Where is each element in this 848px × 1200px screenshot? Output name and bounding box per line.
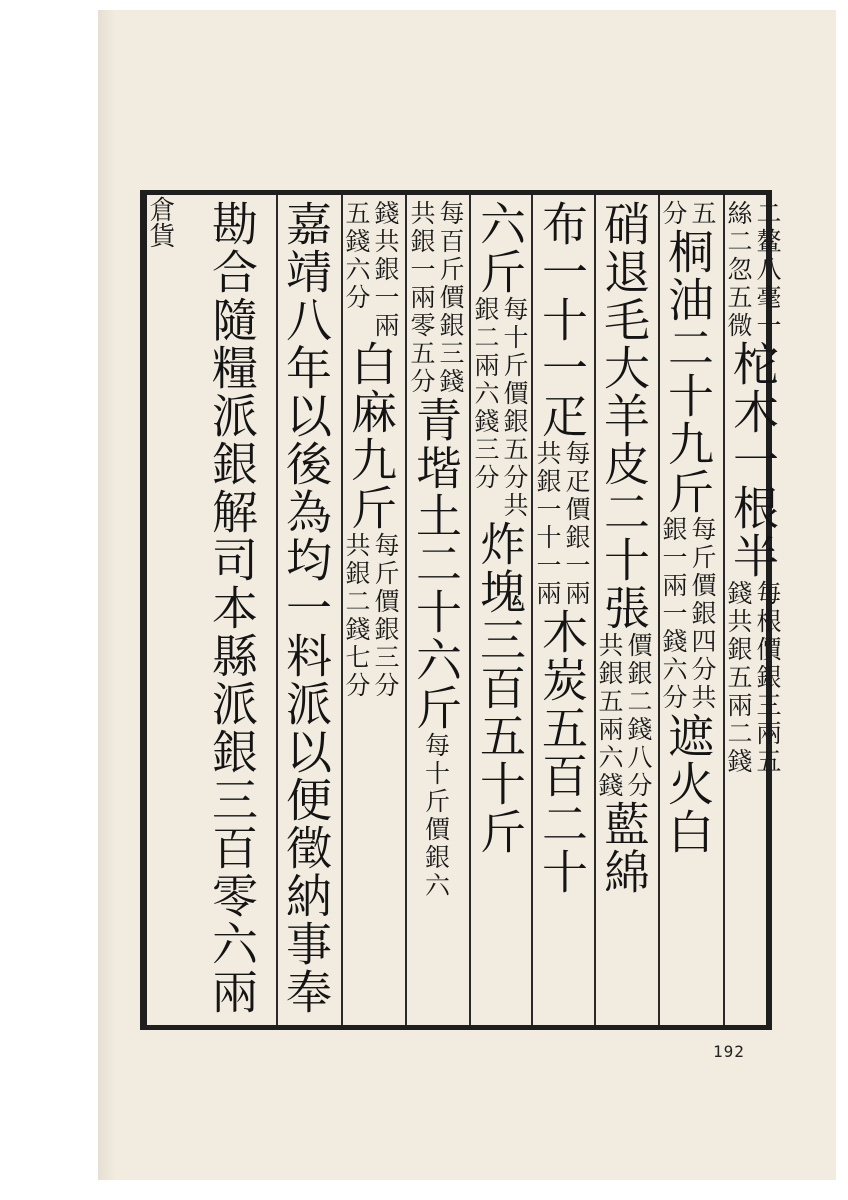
annotation-text: 共銀五兩六錢	[595, 632, 624, 800]
annotation-text: 每十斤價銀六	[421, 732, 451, 900]
annotation-pair	[342, 200, 400, 340]
annotation-text: 每疋價銀一兩	[562, 440, 591, 608]
annotation-pair	[422, 732, 451, 900]
text-column	[471, 200, 529, 1025]
main-text: 柁木一根半	[726, 340, 780, 580]
annotation-text: 五	[688, 200, 717, 228]
main-text: 硝退毛大羊皮二十張	[597, 200, 651, 632]
main-text: 嘉靖八年以後為均一料派以便徵納事奉	[279, 200, 333, 1016]
annotation-text: 錢共銀一兩	[371, 200, 400, 340]
annotation-text: 五錢六分	[342, 200, 371, 312]
annotation-pair	[471, 296, 529, 520]
annotation-pair	[595, 632, 653, 800]
annotation-text: 二鳌八毫一	[753, 200, 782, 340]
main-text: 炸塊三百五十斤	[473, 520, 527, 856]
text-column	[342, 200, 400, 1025]
annotation-text: 錢共銀五兩二錢	[724, 580, 753, 776]
main-text: 遮火白	[661, 712, 715, 856]
binding-gutter	[98, 10, 116, 1180]
annotation-text: 銀一兩一錢六分	[659, 516, 688, 712]
annotation-text: 每根價銀三兩五	[753, 580, 782, 776]
annotation-text: 價銀二錢八分	[624, 632, 653, 800]
page-number: 192	[713, 1042, 745, 1061]
annotation-text: 分	[659, 200, 688, 228]
main-text: 桐油二十九斤	[661, 228, 715, 516]
annotation-text: 共銀二錢七分	[342, 532, 371, 700]
main-text: 六斤	[473, 200, 527, 296]
annotation-text: 共銀一兩零五分	[407, 200, 436, 396]
main-text: 勘合隨糧派銀解司本縣派銀三百零六兩	[205, 200, 259, 1016]
text-column	[595, 200, 653, 1025]
annotation-pair	[659, 516, 717, 712]
main-text: 藍綿	[597, 800, 651, 896]
margin-label	[143, 196, 177, 1026]
annotation-pair	[342, 532, 400, 700]
annotation-text: 銀二兩六錢三分	[471, 296, 500, 492]
text-column	[407, 200, 465, 1025]
text-column	[724, 200, 782, 1025]
main-text: 木炭五百二十	[535, 608, 589, 896]
annotation-pair	[724, 200, 782, 340]
annotation-pair	[659, 200, 717, 228]
margin-label-text: 倉貨	[145, 196, 175, 248]
annotation-text: 每斤價銀四分共	[688, 516, 717, 712]
text-column	[203, 200, 261, 1025]
annotation-pair	[724, 580, 782, 776]
annotation-text: 絲二忽五微	[724, 200, 753, 340]
annotation-text: 共銀一十一兩	[533, 440, 562, 608]
annotation-text: 每百斤價銀三錢	[436, 200, 465, 396]
main-text: 布一十一疋	[535, 200, 589, 440]
main-text: 白麻九斤	[344, 340, 398, 532]
annotation-pair	[533, 440, 591, 608]
text-column	[533, 200, 591, 1025]
annotation-pair	[407, 200, 465, 396]
annotation-text: 每十斤價銀五分共	[500, 296, 529, 520]
annotation-text: 每斤價銀三分	[371, 532, 400, 700]
main-text: 青堦土二十六斤	[409, 396, 463, 732]
text-column	[659, 200, 717, 1025]
text-column	[277, 200, 335, 1025]
